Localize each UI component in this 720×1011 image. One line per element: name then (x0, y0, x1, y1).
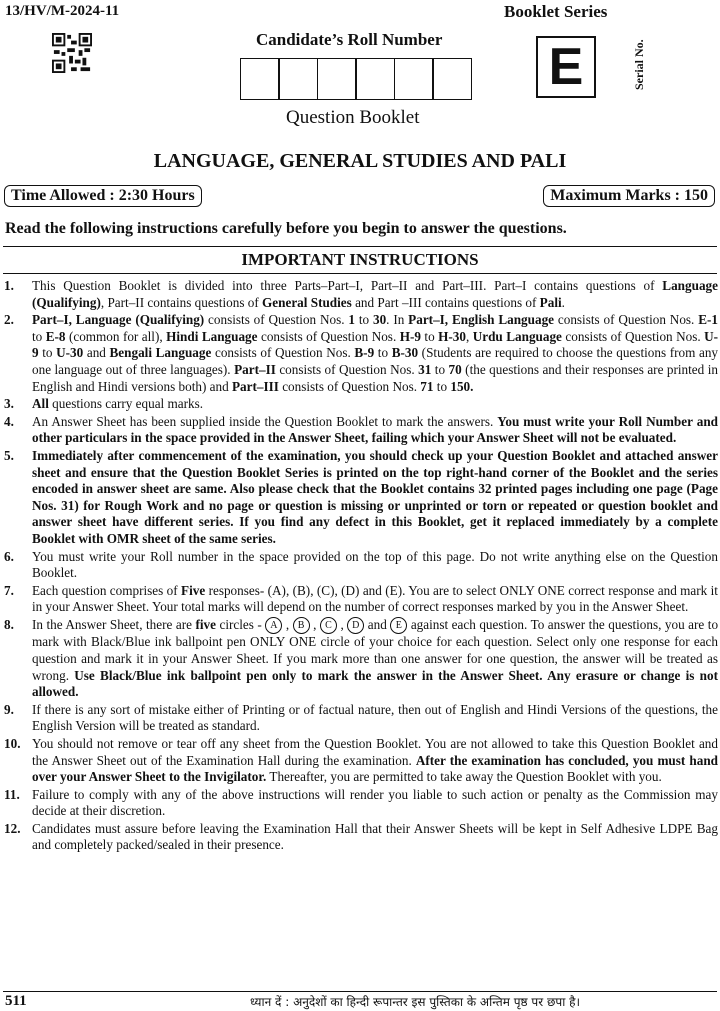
instruction-number: 9. (4, 701, 14, 717)
instruction-text: You must write your Roll number in the space provided on the top of this page. Do not write anything else on the Question Booklet. (32, 548, 718, 581)
divider (3, 246, 717, 247)
divider (3, 991, 717, 992)
instruction-text: All questions carry equal marks. (32, 396, 204, 412)
instruction-item (4, 549, 718, 582)
instruction-text: If there is any sort of mistake either of Printing or of factual nature, then out of English and Hindi Versions of the questions, the English Version will be treated as standard. (32, 701, 718, 734)
instruction-item (4, 396, 718, 413)
question-booklet-label: Question Booklet (286, 107, 420, 128)
instruction-item (4, 787, 718, 820)
divider (3, 273, 717, 274)
instruction-number: 5. (4, 447, 14, 463)
qr-code-icon (52, 33, 92, 73)
instruction-number: 3. (4, 396, 14, 412)
instruction-item (4, 278, 718, 311)
instructions-list (4, 278, 718, 855)
roll-digit-box[interactable] (317, 58, 357, 100)
roll-digit-box[interactable] (355, 58, 395, 100)
instruction-number: 8. (4, 616, 14, 632)
instruction-number: 7. (4, 582, 14, 598)
instruction-item (4, 312, 718, 395)
instruction-text: Each question comprises of Five responses- (A), (B), (C), (D) and (E). You are to select ONLY ONE correct response and mark it in your Answer Sheet. Your total marks will depend on the number of correct responses marked by you in the Answer Sheet. (32, 582, 718, 615)
page-title: LANGUAGE, GENERAL STUDIES AND PALI (153, 150, 567, 172)
roll-digit-box[interactable] (432, 58, 472, 100)
series-letter-box: E (536, 36, 596, 98)
roll-digit-box[interactable] (394, 58, 434, 100)
instruction-text: Immediately after commencement of the examination, you should check up your Question Booklet and attached answer sheet and ensure that the Question Booklet Series is printed on the top right-hand corner of the Booklet and the series encoded in answer sheet are same. Also please check that the Booklet contains 32 printed pages including one page (Page Nos. 31) for Rough Work and no page or question is missing or unprinted or torn or repeated or question booklet and answer sheet have different series. If you find any defect in this Booklet, get it replaced immediately by a complete Booklet with OMR sheet of the same series. (32, 447, 718, 546)
roll-digit-box[interactable] (278, 58, 318, 100)
roll-number-title: Candidate’s Roll Number (256, 30, 443, 49)
instruction-item (4, 702, 718, 735)
instruction-text: Failure to comply with any of the above instructions will render you liable to such action or penalty as the Commission may decide at their discretion. (32, 786, 718, 819)
instruction-item (4, 583, 718, 616)
read-instructions-line: Read the following instructions carefully before you begin to answer the questions. (5, 220, 567, 237)
booklet-series-label: Booklet Series (504, 2, 608, 21)
instruction-item (4, 617, 718, 701)
instruction-number: 11. (4, 786, 20, 802)
instruction-text: Candidates must assure before leaving the Examination Hall that their Answer Sheets will be kept in Self Adhesive LDPE Bag and completely packed/sealed in their presence. (32, 820, 718, 853)
instruction-text: You should not remove or tear off any sheet from the Question Booklet. You are not allowed to take this Question Booklet and the Answer Sheet out of the Examination Hall during the examination. After the examination has concluded, you must hand over your Answer Sheet to the Invigilator. Thereafter, you are permitted to take away the Question Booklet with you. (32, 735, 718, 785)
instruction-item (4, 414, 718, 447)
roll-digit-box[interactable] (240, 58, 280, 100)
serial-number-label: Serial No. (632, 39, 646, 91)
time-allowed-badge: Time Allowed : 2:30 Hours (4, 185, 202, 207)
instruction-text: Part–I, Language (Qualifying) consists of Question Nos. 1 to 30. In Part–I, English Language consists of Question Nos. E-1 to E-8 (common for all), Hindi Language consists of Question Nos. H-9 to H-30, Urdu Language consists of Question Nos. U-9 to U-30 and Bengali Language consists of Question Nos. B-9 to B-30 (Students are required to choose the questions from any one language out of three languages). Part–II consists of Question Nos. 31 to 70 (the questions and their responses are printed in English and Hindi versions both) and Part–III consists of Question Nos. 71 to 150. (32, 312, 719, 394)
instruction-text: An Answer Sheet has been supplied inside the Question Booklet to mark the answers. You must write your Roll Number and other particulars in the space provided in the Answer Sheet, failing which your Answer Sheet will not be evaluated. (32, 413, 718, 446)
maximum-marks-badge: Maximum Marks : 150 (543, 185, 715, 207)
hindi-note: ध्यान दें : अनुदेशों का हिन्दी रूपान्तर इस पुस्तिका के अन्तिम पृष्ठ पर छपा है। (250, 995, 581, 1009)
roll-number-boxes[interactable] (241, 58, 472, 100)
instruction-number: 1. (4, 278, 14, 293)
instruction-text: This Question Booklet is divided into three Parts–Part–I, Part–II and Part–III. Part–I contains questions of Language (Qualifying), Part–II contains questions of General Studies and Part –III contains questions of Pali. (32, 278, 718, 310)
instruction-number: 2. (4, 312, 14, 328)
booklet-code: 13/HV/M-2024-11 (5, 3, 120, 19)
instruction-item (4, 736, 718, 786)
instruction-item (4, 448, 718, 548)
instruction-item (4, 821, 718, 854)
page-number: 511 (5, 993, 27, 1009)
instruction-number: 4. (4, 413, 14, 429)
instruction-text: In the Answer Sheet, there are five circles - A , B , C , D and E against each question. To answer the questions, you are to mark with Black/Blue ink ballpoint pen ONLY ONE circle of your choice for each question. Select only one response for each question and mark it in your Answer Sheet. If you mark more than one answer for one question, the answer will be treated as wrong. Use Black/Blue ink ballpoint pen only to mark the answer in the Answer Sheet. Any erasure or change is not allowed. (32, 616, 719, 700)
instruction-number: 12. (4, 820, 21, 836)
instruction-number: 6. (4, 548, 14, 564)
important-instructions-heading: IMPORTANT INSTRUCTIONS (241, 250, 479, 269)
instruction-number: 10. (4, 735, 21, 751)
